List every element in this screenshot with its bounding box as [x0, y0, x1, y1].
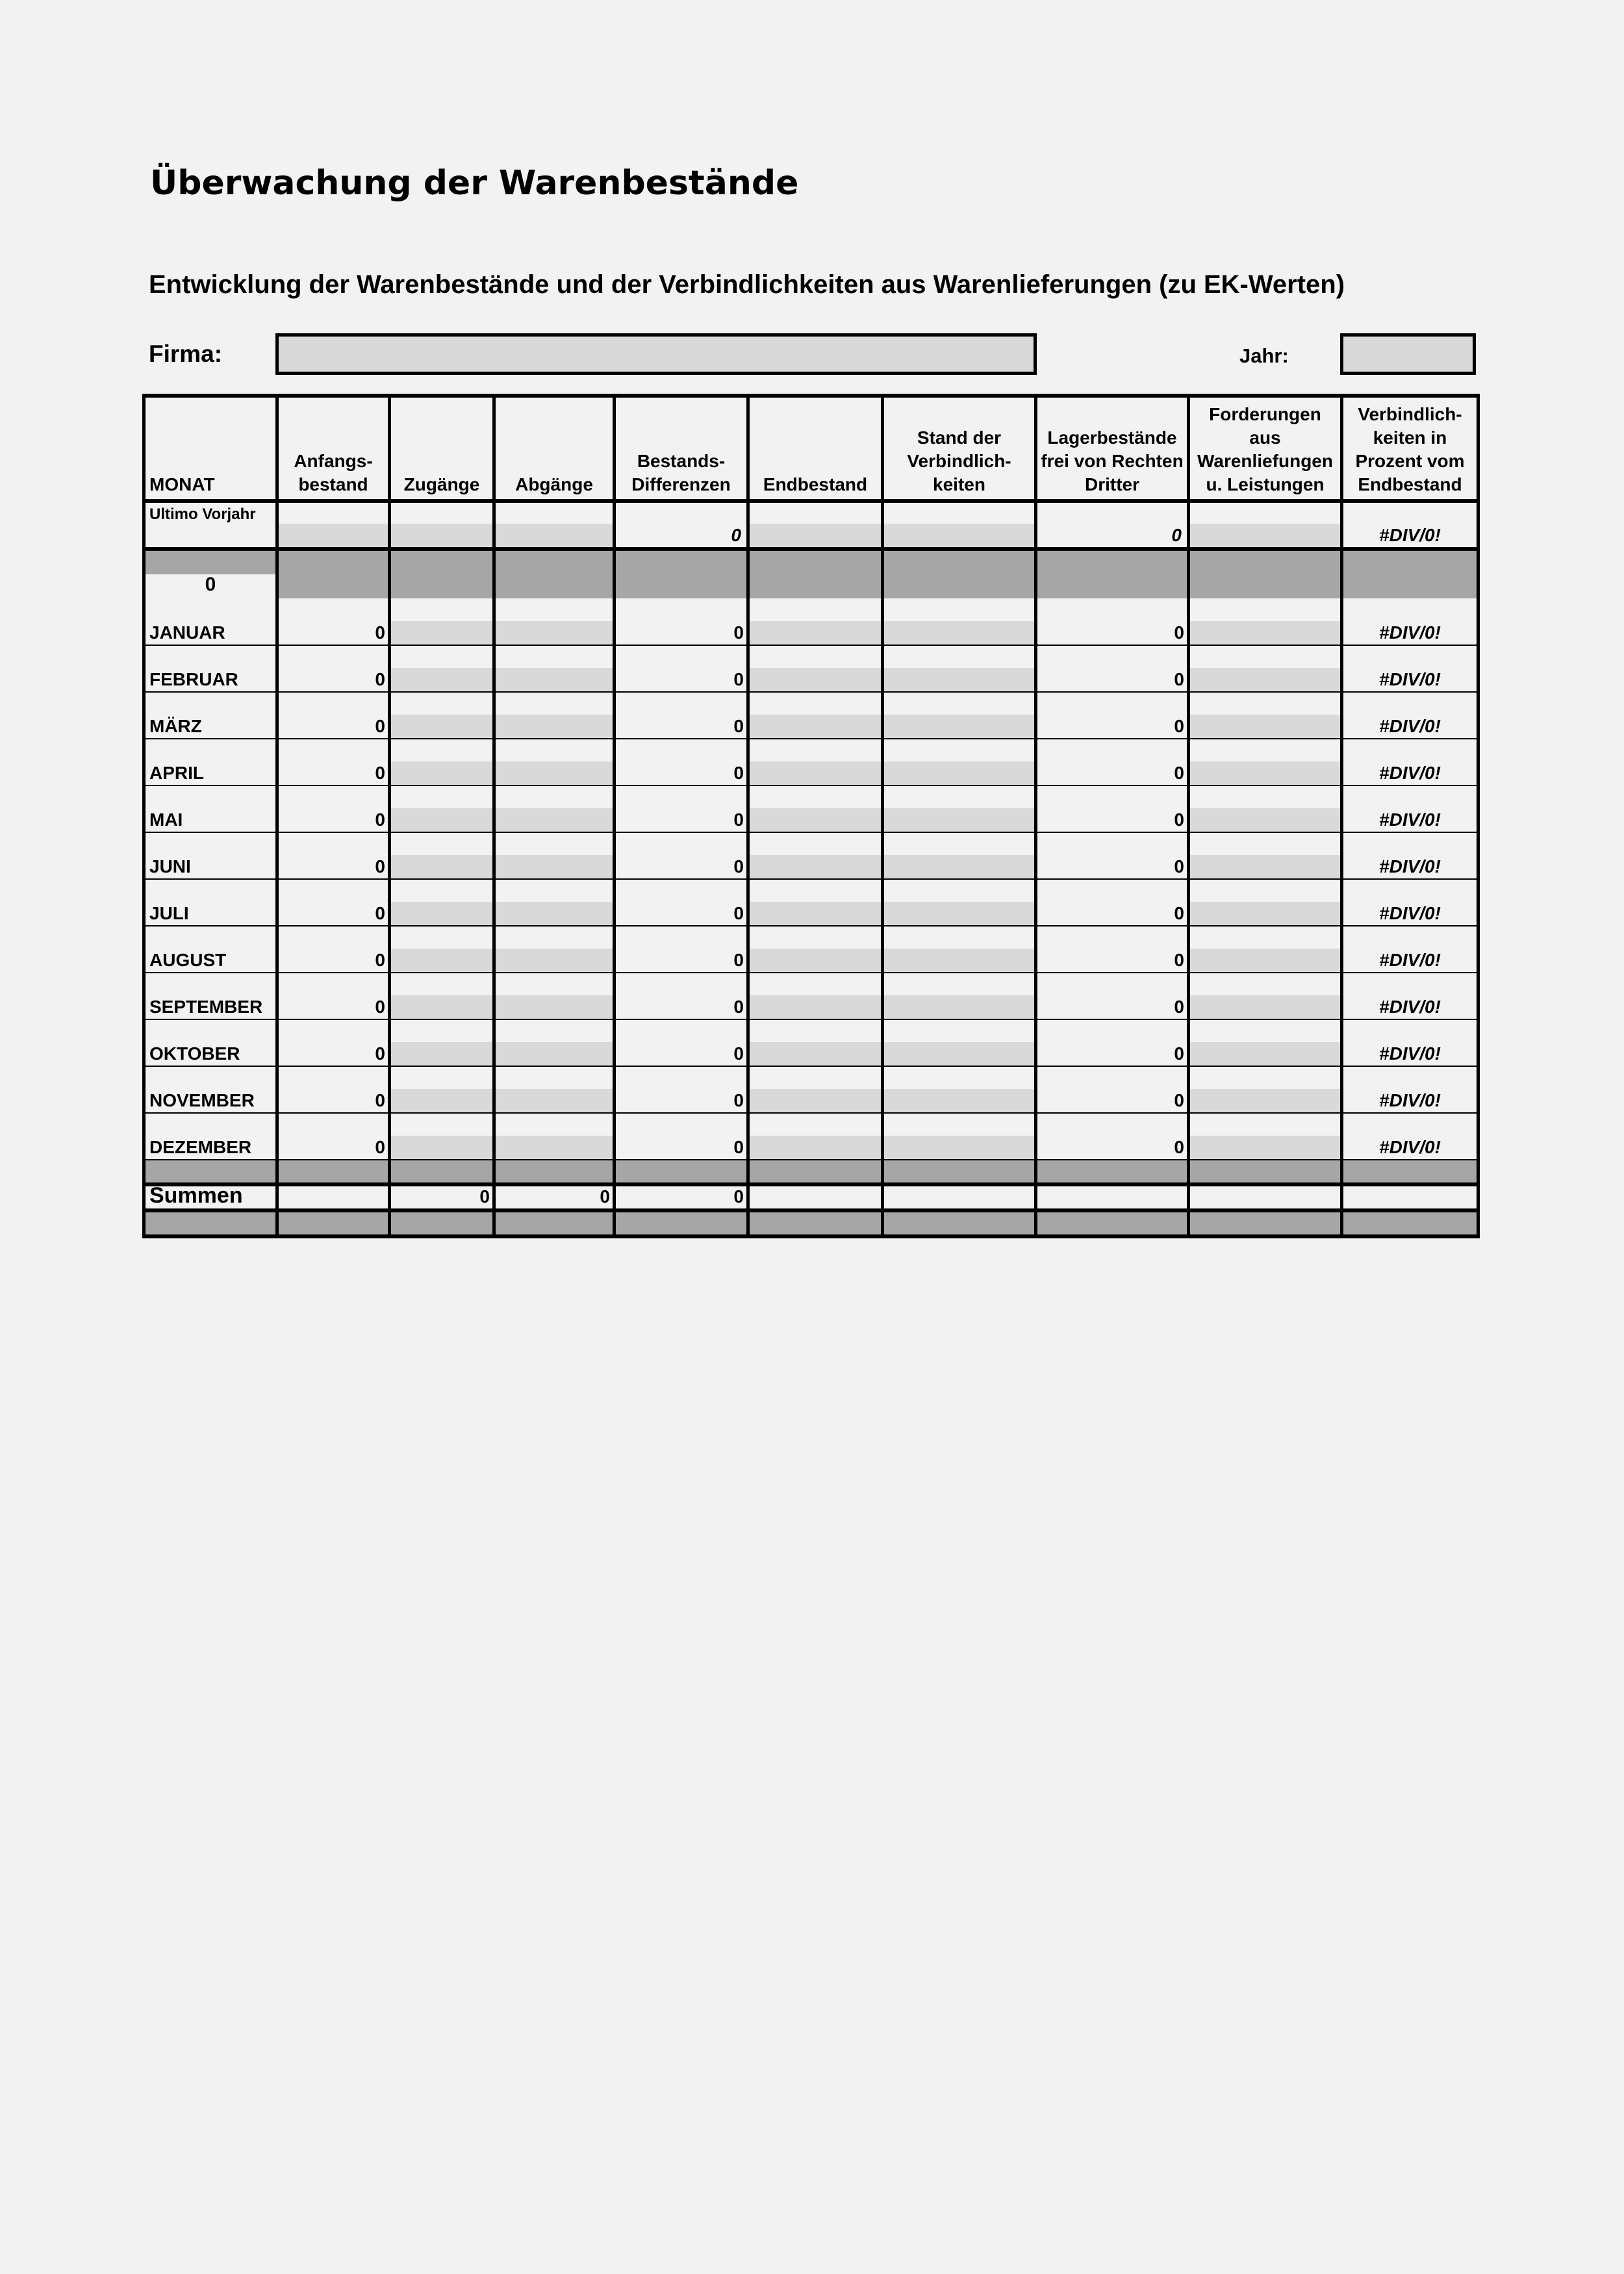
- forderung-cell[interactable]: [1189, 645, 1342, 692]
- lager-value: 0: [1174, 950, 1184, 970]
- inventory-table: [142, 394, 1480, 1238]
- verbindlich-cell[interactable]: [883, 786, 1036, 832]
- diff-value: 0: [733, 950, 744, 970]
- endbestand-cell[interactable]: [748, 879, 883, 926]
- page-title: Überwachung der Warenbestände: [150, 164, 799, 203]
- month-row: [144, 973, 1478, 1019]
- prozent-value: #DIV/0!: [1379, 856, 1441, 876]
- diff-cell: [615, 1019, 748, 1066]
- lager-value: 0: [1174, 810, 1184, 830]
- lager-value: 0: [1174, 1137, 1184, 1157]
- header-cell: Stand der Verbindlich- keiten: [883, 396, 1036, 501]
- abgaenge-cell[interactable]: [494, 973, 615, 1019]
- month-row: [144, 832, 1478, 879]
- verbindlich-cell[interactable]: [883, 645, 1036, 692]
- prozent-value: #DIV/0!: [1379, 1043, 1441, 1064]
- ultimo-zugaenge-cell[interactable]: [390, 501, 494, 549]
- anfang-cell: [277, 786, 390, 832]
- zugaenge-cell[interactable]: [390, 973, 494, 1019]
- diff-value: 0: [733, 716, 744, 736]
- month-name: MAI: [149, 810, 183, 830]
- diff-value: 0: [733, 669, 744, 689]
- forderung-cell[interactable]: [1189, 692, 1342, 739]
- lager-cell: [1036, 739, 1189, 786]
- zugaenge-cell[interactable]: [390, 645, 494, 692]
- anfang-value: 0: [375, 763, 385, 783]
- abgaenge-cell[interactable]: [494, 645, 615, 692]
- month-name: OKTOBER: [149, 1043, 240, 1064]
- zugaenge-cell[interactable]: [390, 692, 494, 739]
- prozent-cell: [1342, 973, 1478, 1019]
- ultimo-label: Ultimo Vorjahr: [149, 505, 256, 523]
- lager-value: 0: [1174, 1090, 1184, 1110]
- prozent-cell: [1342, 879, 1478, 926]
- month-name: JUNI: [149, 856, 191, 876]
- anfang-value: 0: [375, 950, 385, 970]
- month-row: [144, 598, 1478, 645]
- anfang-cell: [277, 832, 390, 879]
- year-row: [144, 549, 1478, 598]
- diff-cell: [615, 692, 748, 739]
- prozent-value: #DIV/0!: [1379, 903, 1441, 923]
- header-cell: Zugänge: [390, 396, 494, 501]
- anfang-cell: [277, 1113, 390, 1160]
- month-cell: [144, 692, 277, 739]
- month-row: [144, 1113, 1478, 1160]
- prozent-value: #DIV/0!: [1379, 716, 1441, 736]
- anfang-cell: [277, 1066, 390, 1113]
- anfang-cell: [277, 692, 390, 739]
- prozent-cell: [1342, 832, 1478, 879]
- month-name: JANUAR: [149, 622, 225, 643]
- prozent-cell: [1342, 692, 1478, 739]
- diff-cell: [615, 645, 748, 692]
- lager-cell: [1036, 926, 1189, 973]
- lager-value: 0: [1174, 903, 1184, 923]
- firma-label: Firma:: [149, 340, 223, 367]
- zugaenge-cell[interactable]: [390, 739, 494, 786]
- prozent-cell: [1342, 645, 1478, 692]
- prozent-cell: [1342, 786, 1478, 832]
- lager-cell: [1036, 832, 1189, 879]
- ultimo-endbestand-cell[interactable]: [748, 501, 883, 549]
- endbestand-cell[interactable]: [748, 739, 883, 786]
- month-row: [144, 786, 1478, 832]
- month-cell: [144, 739, 277, 786]
- month-cell: [144, 1113, 277, 1160]
- endbestand-cell[interactable]: [748, 786, 883, 832]
- ultimo-lager-value: 0: [1171, 525, 1182, 545]
- abgaenge-cell[interactable]: [494, 879, 615, 926]
- month-cell: [144, 879, 277, 926]
- prozent-value: #DIV/0!: [1379, 997, 1441, 1017]
- forderung-cell[interactable]: [1189, 1066, 1342, 1113]
- forderung-cell[interactable]: [1189, 926, 1342, 973]
- summen-diff: 0: [733, 1186, 744, 1207]
- zugaenge-cell[interactable]: [390, 832, 494, 879]
- summen-row: [144, 1184, 1478, 1210]
- jahr-label: Jahr:: [1239, 344, 1289, 367]
- prozent-cell: [1342, 739, 1478, 786]
- header-cell: Lagerbestände frei von Rechten Dritter: [1036, 396, 1189, 501]
- prozent-cell: [1342, 1066, 1478, 1113]
- endbestand-cell[interactable]: [748, 645, 883, 692]
- diff-value: 0: [733, 622, 744, 643]
- month-row: [144, 926, 1478, 973]
- endbestand-cell[interactable]: [748, 692, 883, 739]
- month-name: NOVEMBER: [149, 1090, 255, 1110]
- verbindlich-cell[interactable]: [883, 973, 1036, 1019]
- zugaenge-cell[interactable]: [390, 786, 494, 832]
- diff-value: 0: [733, 763, 744, 783]
- diff-value: 0: [733, 1137, 744, 1157]
- month-cell: [144, 645, 277, 692]
- lager-value: 0: [1174, 997, 1184, 1017]
- month-row: [144, 692, 1478, 739]
- page-subtitle: Entwicklung der Warenbestände und der Verbindlichkeiten aus Warenlieferungen (zu EK-Werten): [149, 270, 1345, 299]
- lager-cell: [1036, 973, 1189, 1019]
- verbindlich-cell[interactable]: [883, 598, 1036, 645]
- anfang-value: 0: [375, 810, 385, 830]
- lager-value: 0: [1174, 763, 1184, 783]
- anfang-cell: [277, 598, 390, 645]
- month-cell: [144, 926, 277, 973]
- anfang-value: 0: [375, 856, 385, 876]
- summen-abgaenge: 0: [600, 1186, 610, 1207]
- diff-value: 0: [733, 997, 744, 1017]
- forderung-cell[interactable]: [1189, 832, 1342, 879]
- header-cell: Abgänge: [494, 396, 615, 501]
- prozent-cell: [1342, 1113, 1478, 1160]
- month-cell: [144, 832, 277, 879]
- diff-value: 0: [733, 810, 744, 830]
- month-row: [144, 879, 1478, 926]
- anfang-value: 0: [375, 1090, 385, 1110]
- anfang-value: 0: [375, 622, 385, 643]
- month-cell: [144, 786, 277, 832]
- zugaenge-cell[interactable]: [390, 598, 494, 645]
- diff-cell: [615, 879, 748, 926]
- lager-value: 0: [1174, 669, 1184, 689]
- endbestand-cell[interactable]: [748, 1066, 883, 1113]
- lager-cell: [1036, 692, 1189, 739]
- zugaenge-cell[interactable]: [390, 879, 494, 926]
- ultimo-prozent-cell: [1342, 501, 1478, 549]
- ultimo-vorjahr-row: [144, 501, 1478, 549]
- firma-input[interactable]: [275, 333, 1037, 375]
- endbestand-cell[interactable]: [748, 926, 883, 973]
- diff-cell: [615, 973, 748, 1019]
- anfang-cell: [277, 973, 390, 1019]
- header-cell: Anfangs- bestand: [277, 396, 390, 501]
- header-cell: Bestands- Differenzen: [615, 396, 748, 501]
- zugaenge-cell[interactable]: [390, 1113, 494, 1160]
- ultimo-abgaenge-cell[interactable]: [494, 501, 615, 549]
- month-row: [144, 739, 1478, 786]
- endbestand-cell[interactable]: [748, 1113, 883, 1160]
- zugaenge-cell[interactable]: [390, 1019, 494, 1066]
- verbindlich-cell[interactable]: [883, 1019, 1036, 1066]
- year-value: 0: [205, 574, 216, 595]
- header-cell: Forderungen aus Warenliefungen u. Leistungen: [1189, 396, 1342, 501]
- forderung-cell[interactable]: [1189, 598, 1342, 645]
- lager-value: 0: [1174, 1043, 1184, 1064]
- diff-value: 0: [733, 903, 744, 923]
- abgaenge-cell[interactable]: [494, 832, 615, 879]
- month-cell: [144, 973, 277, 1019]
- lager-cell: [1036, 1113, 1189, 1160]
- verbindlich-cell[interactable]: [883, 832, 1036, 879]
- anfang-cell: [277, 645, 390, 692]
- bottom-band: [144, 1210, 1478, 1236]
- month-name: DEZEMBER: [149, 1137, 252, 1157]
- ultimo-anfang-cell[interactable]: [277, 501, 390, 549]
- header-cell: Verbindlich- keiten in Prozent vom Endbestand: [1342, 396, 1478, 501]
- forderung-cell[interactable]: [1189, 739, 1342, 786]
- abgaenge-cell[interactable]: [494, 1066, 615, 1113]
- prozent-value: #DIV/0!: [1379, 810, 1441, 830]
- prozent-value: #DIV/0!: [1379, 669, 1441, 689]
- prozent-cell: [1342, 598, 1478, 645]
- prozent-cell: [1342, 926, 1478, 973]
- month-name: AUGUST: [149, 950, 227, 970]
- abgaenge-cell[interactable]: [494, 692, 615, 739]
- summen-zugaenge: 0: [479, 1186, 490, 1207]
- abgaenge-cell[interactable]: [494, 598, 615, 645]
- forderung-cell[interactable]: [1189, 1113, 1342, 1160]
- month-row: [144, 645, 1478, 692]
- prozent-value: #DIV/0!: [1379, 622, 1441, 643]
- forderung-cell[interactable]: [1189, 1019, 1342, 1066]
- month-row: [144, 1066, 1478, 1113]
- diff-value: 0: [733, 856, 744, 876]
- anfang-cell: [277, 879, 390, 926]
- ultimo-verbindlich-cell[interactable]: [883, 501, 1036, 549]
- verbindlich-cell[interactable]: [883, 1066, 1036, 1113]
- diff-cell: [615, 832, 748, 879]
- ultimo-diff-value: 0: [731, 525, 741, 545]
- prozent-value: #DIV/0!: [1379, 950, 1441, 970]
- lager-value: 0: [1174, 856, 1184, 876]
- separator-band: [144, 1160, 1478, 1184]
- abgaenge-cell[interactable]: [494, 1019, 615, 1066]
- diff-cell: [615, 598, 748, 645]
- lager-value: 0: [1174, 716, 1184, 736]
- endbestand-cell[interactable]: [748, 973, 883, 1019]
- prozent-value: #DIV/0!: [1379, 763, 1441, 783]
- anfang-value: 0: [375, 716, 385, 736]
- anfang-value: 0: [375, 997, 385, 1017]
- verbindlich-cell[interactable]: [883, 1113, 1036, 1160]
- lager-cell: [1036, 786, 1189, 832]
- abgaenge-cell[interactable]: [494, 1113, 615, 1160]
- month-cell: [144, 598, 277, 645]
- abgaenge-cell[interactable]: [494, 739, 615, 786]
- abgaenge-cell[interactable]: [494, 926, 615, 973]
- prozent-value: #DIV/0!: [1379, 1090, 1441, 1110]
- verbindlich-cell[interactable]: [883, 879, 1036, 926]
- lager-cell: [1036, 598, 1189, 645]
- anfang-value: 0: [375, 903, 385, 923]
- anfang-value: 0: [375, 1043, 385, 1064]
- verbindlich-cell[interactable]: [883, 926, 1036, 973]
- lager-cell: [1036, 645, 1189, 692]
- diff-cell: [615, 926, 748, 973]
- lager-cell: [1036, 879, 1189, 926]
- anfang-cell: [277, 1019, 390, 1066]
- summen-label: Summen: [149, 1183, 243, 1208]
- month-name: JULI: [149, 903, 189, 923]
- lager-cell: [1036, 1019, 1189, 1066]
- endbestand-cell[interactable]: [748, 832, 883, 879]
- zugaenge-cell[interactable]: [390, 926, 494, 973]
- prozent-value: #DIV/0!: [1379, 1137, 1441, 1157]
- month-name: FEBRUAR: [149, 669, 238, 689]
- prozent-cell: [1342, 1019, 1478, 1066]
- month-cell: [144, 1066, 277, 1113]
- month-name: MÄRZ: [149, 716, 202, 736]
- month-name: SEPTEMBER: [149, 997, 263, 1017]
- forderung-cell[interactable]: [1189, 879, 1342, 926]
- ultimo-lager-cell: [1036, 501, 1189, 549]
- endbestand-cell[interactable]: [748, 598, 883, 645]
- month-row: [144, 1019, 1478, 1066]
- diff-cell: [615, 739, 748, 786]
- forderung-cell[interactable]: [1189, 786, 1342, 832]
- diff-cell: [615, 1113, 748, 1160]
- month-cell: [144, 1019, 277, 1066]
- anfang-value: 0: [375, 669, 385, 689]
- lager-cell: [1036, 1066, 1189, 1113]
- diff-cell: [615, 1066, 748, 1113]
- lager-value: 0: [1174, 622, 1184, 643]
- header-row: [144, 396, 1478, 501]
- abgaenge-cell[interactable]: [494, 786, 615, 832]
- diff-cell: [615, 786, 748, 832]
- month-name: APRIL: [149, 763, 204, 783]
- verbindlich-cell[interactable]: [883, 739, 1036, 786]
- diff-value: 0: [733, 1043, 744, 1064]
- header-cell: Endbestand: [748, 396, 883, 501]
- anfang-cell: [277, 739, 390, 786]
- endbestand-cell[interactable]: [748, 1019, 883, 1066]
- diff-value: 0: [733, 1090, 744, 1110]
- zugaenge-cell[interactable]: [390, 1066, 494, 1113]
- header-cell: MONAT: [144, 396, 277, 501]
- verbindlich-cell[interactable]: [883, 692, 1036, 739]
- ultimo-diff-cell: [615, 501, 748, 549]
- jahr-input[interactable]: [1340, 333, 1476, 375]
- ultimo-prozent-value: #DIV/0!: [1379, 525, 1441, 545]
- anfang-value: 0: [375, 1137, 385, 1157]
- anfang-cell: [277, 926, 390, 973]
- ultimo-forderung-cell[interactable]: [1189, 501, 1342, 549]
- forderung-cell[interactable]: [1189, 973, 1342, 1019]
